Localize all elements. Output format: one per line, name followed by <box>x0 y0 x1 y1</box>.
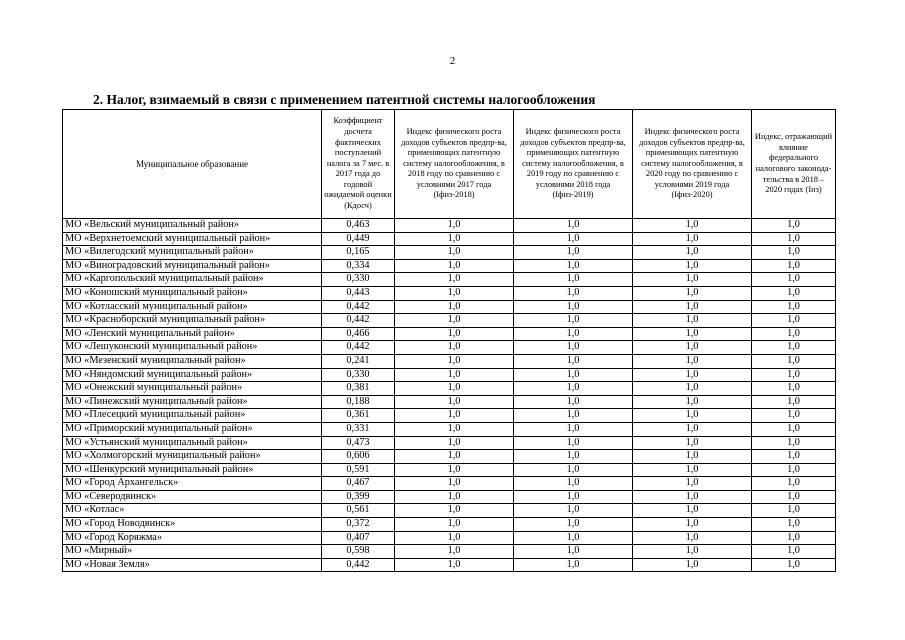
ifiz-2020-cell: 1,0 <box>633 531 752 545</box>
ifiz-2018-cell: 1,0 <box>395 395 514 409</box>
kdosch-cell: 0,598 <box>322 545 395 559</box>
ifiz-2019-cell: 1,0 <box>514 286 633 300</box>
ifiz-2018-cell: 1,0 <box>395 219 514 233</box>
municipality-cell: МО «Няндомский муниципальный район» <box>63 368 322 382</box>
kdosch-cell: 0,330 <box>322 273 395 287</box>
ifiz-2019-cell: 1,0 <box>514 368 633 382</box>
ifiz-2020-cell: 1,0 <box>633 382 752 396</box>
ifiz-2020-cell: 1,0 <box>633 422 752 436</box>
ifiz-2020-cell: 1,0 <box>633 450 752 464</box>
ifiz-2018-cell: 1,0 <box>395 273 514 287</box>
kdosch-cell: 0,407 <box>322 531 395 545</box>
municipality-cell: МО «Коношский муниципальный район» <box>63 286 322 300</box>
ifiz-2018-cell: 1,0 <box>395 327 514 341</box>
kdosch-cell: 0,463 <box>322 219 395 233</box>
ifiz-2019-cell: 1,0 <box>514 558 633 572</box>
municipality-cell: МО «Мирный» <box>63 545 322 559</box>
municipality-cell: МО «Верхнетоемский муниципальный район» <box>63 232 322 246</box>
ifiz-2019-cell: 1,0 <box>514 463 633 477</box>
municipality-cell: МО «Вельский муниципальный район» <box>63 219 322 233</box>
ifiz-2020-cell: 1,0 <box>633 273 752 287</box>
ifiz-2020-cell: 1,0 <box>633 259 752 273</box>
inz-cell: 1,0 <box>752 300 836 314</box>
inz-cell: 1,0 <box>752 395 836 409</box>
kdosch-cell: 0,399 <box>322 490 395 504</box>
inz-cell: 1,0 <box>752 531 836 545</box>
inz-cell: 1,0 <box>752 450 836 464</box>
ifiz-2018-cell: 1,0 <box>395 545 514 559</box>
ifiz-2020-cell: 1,0 <box>633 395 752 409</box>
ifiz-2018-cell: 1,0 <box>395 286 514 300</box>
inz-cell: 1,0 <box>752 504 836 518</box>
table-body <box>63 219 836 572</box>
column-header-ifiz-2019: Индекс физического роста доходов субъектов предпр-ва, применяющих патентную систему налогообложения, в 2019 году по сравнению с условиями 2018 года (Iфиз-2019) <box>514 110 633 219</box>
kdosch-cell: 0,331 <box>322 422 395 436</box>
municipality-cell: МО «Онежский муниципальный район» <box>63 382 322 396</box>
ifiz-2019-cell: 1,0 <box>514 259 633 273</box>
kdosch-cell: 0,381 <box>322 382 395 396</box>
kdosch-cell: 0,561 <box>322 504 395 518</box>
inz-cell: 1,0 <box>752 382 836 396</box>
table-row <box>63 436 836 450</box>
kdosch-cell: 0,334 <box>322 259 395 273</box>
table-row <box>63 463 836 477</box>
ifiz-2020-cell: 1,0 <box>633 545 752 559</box>
inz-cell: 1,0 <box>752 232 836 246</box>
table-row <box>63 395 836 409</box>
ifiz-2020-cell: 1,0 <box>633 286 752 300</box>
municipality-cell: МО «Котлас» <box>63 504 322 518</box>
ifiz-2019-cell: 1,0 <box>514 300 633 314</box>
table-row <box>63 219 836 233</box>
ifiz-2020-cell: 1,0 <box>633 232 752 246</box>
ifiz-2018-cell: 1,0 <box>395 409 514 423</box>
ifiz-2019-cell: 1,0 <box>514 219 633 233</box>
ifiz-2018-cell: 1,0 <box>395 232 514 246</box>
municipality-cell: МО «Ленский муниципальный район» <box>63 327 322 341</box>
table-row <box>63 450 836 464</box>
kdosch-cell: 0,442 <box>322 558 395 572</box>
municipality-cell: МО «Красноборский муниципальный район» <box>63 314 322 328</box>
ifiz-2020-cell: 1,0 <box>633 518 752 532</box>
ifiz-2019-cell: 1,0 <box>514 422 633 436</box>
table-row <box>63 368 836 382</box>
ifiz-2018-cell: 1,0 <box>395 382 514 396</box>
inz-cell: 1,0 <box>752 490 836 504</box>
ifiz-2019-cell: 1,0 <box>514 246 633 260</box>
table-row <box>63 545 836 559</box>
ifiz-2019-cell: 1,0 <box>514 232 633 246</box>
ifiz-2019-cell: 1,0 <box>514 450 633 464</box>
table-row <box>63 286 836 300</box>
ifiz-2020-cell: 1,0 <box>633 341 752 355</box>
inz-cell: 1,0 <box>752 219 836 233</box>
table-row <box>63 477 836 491</box>
ifiz-2019-cell: 1,0 <box>514 477 633 491</box>
table-row <box>63 341 836 355</box>
municipality-cell: МО «Город Коряжма» <box>63 531 322 545</box>
ifiz-2020-cell: 1,0 <box>633 246 752 260</box>
inz-cell: 1,0 <box>752 314 836 328</box>
column-header-kdosch: Коэффициент досчета фактических поступлений налога за 7 мес. в 2017 года до годовой ожидаемой оценки (Кдосч) <box>322 110 395 219</box>
ifiz-2020-cell: 1,0 <box>633 558 752 572</box>
table-header-row <box>63 110 836 219</box>
ifiz-2019-cell: 1,0 <box>514 354 633 368</box>
table-row <box>63 246 836 260</box>
ifiz-2019-cell: 1,0 <box>514 504 633 518</box>
kdosch-cell: 0,591 <box>322 463 395 477</box>
inz-cell: 1,0 <box>752 409 836 423</box>
kdosch-cell: 0,442 <box>322 314 395 328</box>
kdosch-cell: 0,188 <box>322 395 395 409</box>
table-row <box>63 314 836 328</box>
kdosch-cell: 0,442 <box>322 300 395 314</box>
inz-cell: 1,0 <box>752 368 836 382</box>
ifiz-2019-cell: 1,0 <box>514 490 633 504</box>
municipality-cell: МО «Плесецкий муниципальный район» <box>63 409 322 423</box>
ifiz-2018-cell: 1,0 <box>395 450 514 464</box>
municipality-cell: МО «Виноградовский муниципальный район» <box>63 259 322 273</box>
kdosch-cell: 0,442 <box>322 341 395 355</box>
table-row <box>63 327 836 341</box>
ifiz-2020-cell: 1,0 <box>633 436 752 450</box>
table-row <box>63 490 836 504</box>
ifiz-2019-cell: 1,0 <box>514 382 633 396</box>
table-row <box>63 422 836 436</box>
table-row <box>63 300 836 314</box>
ifiz-2020-cell: 1,0 <box>633 409 752 423</box>
inz-cell: 1,0 <box>752 422 836 436</box>
ifiz-2018-cell: 1,0 <box>395 246 514 260</box>
ifiz-2020-cell: 1,0 <box>633 490 752 504</box>
ifiz-2020-cell: 1,0 <box>633 354 752 368</box>
inz-cell: 1,0 <box>752 286 836 300</box>
kdosch-cell: 0,443 <box>322 286 395 300</box>
ifiz-2018-cell: 1,0 <box>395 558 514 572</box>
inz-cell: 1,0 <box>752 436 836 450</box>
municipality-cell: МО «Новая Земля» <box>63 558 322 572</box>
kdosch-cell: 0,473 <box>322 436 395 450</box>
ifiz-2018-cell: 1,0 <box>395 354 514 368</box>
ifiz-2018-cell: 1,0 <box>395 436 514 450</box>
column-header-municipality: Муниципальное образование <box>63 110 322 219</box>
municipality-cell: МО «Шенкурский муниципальный район» <box>63 463 322 477</box>
ifiz-2018-cell: 1,0 <box>395 314 514 328</box>
ifiz-2018-cell: 1,0 <box>395 368 514 382</box>
ifiz-2018-cell: 1,0 <box>395 422 514 436</box>
municipality-cell: МО «Город Архангельск» <box>63 477 322 491</box>
inz-cell: 1,0 <box>752 518 836 532</box>
ifiz-2018-cell: 1,0 <box>395 531 514 545</box>
inz-cell: 1,0 <box>752 463 836 477</box>
table-row <box>63 259 836 273</box>
municipality-cell: МО «Холмогорский муниципальный район» <box>63 450 322 464</box>
kdosch-cell: 0,241 <box>322 354 395 368</box>
table-row <box>63 232 836 246</box>
ifiz-2018-cell: 1,0 <box>395 518 514 532</box>
inz-cell: 1,0 <box>752 477 836 491</box>
ifiz-2019-cell: 1,0 <box>514 314 633 328</box>
municipality-cell: МО «Котласский муниципальный район» <box>63 300 322 314</box>
column-header-inz: Индекс, отражающий влияние федерального налогового законода-тельства в 2018 – 2020 годах (Iнз) <box>752 110 836 219</box>
municipality-cell: МО «Город Новодвинск» <box>63 518 322 532</box>
kdosch-cell: 0,606 <box>322 450 395 464</box>
ifiz-2018-cell: 1,0 <box>395 300 514 314</box>
ifiz-2020-cell: 1,0 <box>633 219 752 233</box>
inz-cell: 1,0 <box>752 273 836 287</box>
municipality-cell: МО «Приморский муниципальный район» <box>63 422 322 436</box>
inz-cell: 1,0 <box>752 341 836 355</box>
table-row <box>63 531 836 545</box>
kdosch-cell: 0,372 <box>322 518 395 532</box>
inz-cell: 1,0 <box>752 246 836 260</box>
ifiz-2020-cell: 1,0 <box>633 504 752 518</box>
table-row <box>63 409 836 423</box>
kdosch-cell: 0,165 <box>322 246 395 260</box>
ifiz-2020-cell: 1,0 <box>633 368 752 382</box>
ifiz-2019-cell: 1,0 <box>514 409 633 423</box>
inz-cell: 1,0 <box>752 259 836 273</box>
municipality-cell: МО «Пинежский муниципальный район» <box>63 395 322 409</box>
table-row <box>63 273 836 287</box>
kdosch-cell: 0,449 <box>322 232 395 246</box>
ifiz-2018-cell: 1,0 <box>395 477 514 491</box>
ifiz-2018-cell: 1,0 <box>395 490 514 504</box>
municipality-cell: МО «Вилегодский муниципальный район» <box>63 246 322 260</box>
section-title: 2. Налог, взимаемый в связи с применением патентной системы налогообложения <box>93 92 596 107</box>
municipality-cell: МО «Каргопольский муниципальный район» <box>63 273 322 287</box>
ifiz-2020-cell: 1,0 <box>633 477 752 491</box>
page-number: 2 <box>449 55 456 67</box>
inz-cell: 1,0 <box>752 327 836 341</box>
table-row <box>63 382 836 396</box>
ifiz-2019-cell: 1,0 <box>514 327 633 341</box>
table-row <box>63 504 836 518</box>
ifiz-2019-cell: 1,0 <box>514 436 633 450</box>
ifiz-2019-cell: 1,0 <box>514 545 633 559</box>
kdosch-cell: 0,466 <box>322 327 395 341</box>
inz-cell: 1,0 <box>752 558 836 572</box>
ifiz-2018-cell: 1,0 <box>395 463 514 477</box>
inz-cell: 1,0 <box>752 354 836 368</box>
table-row <box>63 558 836 572</box>
municipality-cell: МО «Северодвинск» <box>63 490 322 504</box>
ifiz-2019-cell: 1,0 <box>514 395 633 409</box>
kdosch-cell: 0,467 <box>322 477 395 491</box>
table-row <box>63 354 836 368</box>
patent-tax-table <box>62 109 836 572</box>
table-row <box>63 518 836 532</box>
kdosch-cell: 0,330 <box>322 368 395 382</box>
column-header-ifiz-2018: Индекс физического роста доходов субъектов предпр-ва, применяющих патентную систему налогообложения, в 2018 году по сравнению с условиями 2017 года (Iфиз-2018) <box>395 110 514 219</box>
municipality-cell: МО «Лешуконский муниципальный район» <box>63 341 322 355</box>
kdosch-cell: 0,361 <box>322 409 395 423</box>
ifiz-2019-cell: 1,0 <box>514 531 633 545</box>
ifiz-2020-cell: 1,0 <box>633 327 752 341</box>
municipality-cell: МО «Устьянский муниципальный район» <box>63 436 322 450</box>
ifiz-2018-cell: 1,0 <box>395 504 514 518</box>
ifiz-2018-cell: 1,0 <box>395 341 514 355</box>
inz-cell: 1,0 <box>752 545 836 559</box>
ifiz-2018-cell: 1,0 <box>395 259 514 273</box>
ifiz-2020-cell: 1,0 <box>633 463 752 477</box>
column-header-ifiz-2020: Индекс физического роста доходов субъектов предпр-ва, применяющих патентную систему налогообложения, в 2020 году по сравнению с условиями 2019 года (Iфиз-2020) <box>633 110 752 219</box>
ifiz-2019-cell: 1,0 <box>514 518 633 532</box>
ifiz-2019-cell: 1,0 <box>514 341 633 355</box>
municipality-cell: МО «Мезенский муниципальный район» <box>63 354 322 368</box>
ifiz-2019-cell: 1,0 <box>514 273 633 287</box>
ifiz-2020-cell: 1,0 <box>633 300 752 314</box>
ifiz-2020-cell: 1,0 <box>633 314 752 328</box>
